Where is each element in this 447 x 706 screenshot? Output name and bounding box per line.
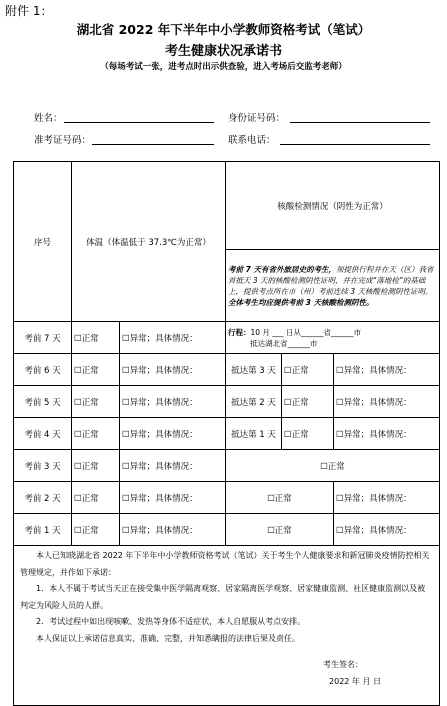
nat-normal-checkbox[interactable]: ☐正常 [282, 418, 334, 450]
name-label: 姓名： [34, 113, 63, 124]
day-label: 考前 2 天 [14, 482, 72, 514]
declaration-item-1: 1．本人不属于考试当天正在接受集中医学隔离观察、居家隔离医学观察、居家健康监测、社区健康监测以及被判定为风险人员的人群。 [20, 584, 426, 610]
day-label: 考前 7 天 [14, 322, 72, 354]
nat-normal-checkbox[interactable]: ☐正常 [226, 482, 334, 514]
nat-abnormal-checkbox[interactable]: ☐异常；具体情况： [334, 418, 440, 450]
declaration [14, 546, 440, 706]
health-table [13, 161, 440, 706]
table-row [14, 322, 440, 354]
nat-normal-checkbox[interactable]: ☐正常 [282, 354, 334, 386]
temp-normal-checkbox[interactable]: ☐正常 [72, 514, 120, 546]
arrival-day-label: 抵达第 1 天 [226, 418, 282, 450]
nat-normal-checkbox[interactable]: ☐正常 [226, 514, 334, 546]
temp-normal-checkbox[interactable]: ☐正常 [72, 322, 120, 354]
day-label: 考前 1 天 [14, 514, 72, 546]
temp-abnormal-checkbox[interactable]: ☐异常；具体情况： [120, 418, 226, 450]
temp-normal-checkbox[interactable]: ☐正常 [72, 418, 120, 450]
id-label: 身份证号码： [228, 113, 286, 124]
header-seq: 序号 [14, 162, 72, 322]
arrival-day-label: 抵达第 2 天 [226, 386, 282, 418]
day-label: 考前 6 天 [14, 354, 72, 386]
temp-abnormal-checkbox[interactable]: ☐异常；具体情况： [120, 386, 226, 418]
temp-abnormal-checkbox[interactable]: ☐异常；具体情况： [120, 322, 226, 354]
declaration-item-2: 2．考试过程中如出现咳嗽、发热等身体不适症状，本人自愿服从考点安排。 [36, 617, 306, 626]
temp-normal-checkbox[interactable]: ☐正常 [72, 482, 120, 514]
day-label: 考前 4 天 [14, 418, 72, 450]
temp-normal-checkbox[interactable]: ☐正常 [72, 354, 120, 386]
nat-normal-checkbox[interactable]: ☐正常 [282, 386, 334, 418]
temp-normal-checkbox[interactable]: ☐正常 [72, 386, 120, 418]
header-nat: 核酸检测情况（阴性为正常） [226, 162, 440, 250]
declaration-intro: 本人已知晓湖北省 2022 年下半年中小学教师资格考试（笔试）关于考生个人健康要求和新冠肺炎疫情防控相关管理规定，并作如下承诺： [20, 551, 430, 577]
page-subtitle: 考生健康状况承诺书 [164, 44, 282, 59]
temp-normal-checkbox[interactable]: ☐正常 [72, 450, 120, 482]
nat-abnormal-checkbox[interactable]: ☐异常；具体情况： [334, 386, 440, 418]
page-title: 湖北省 2022 年下半年中小学教师资格考试（笔试） [76, 22, 371, 37]
temp-abnormal-checkbox[interactable]: ☐异常；具体情况： [120, 514, 226, 546]
usage-note: （每场考试一张，进考点时出示供查验，进入考场后交监考老师） [100, 62, 347, 72]
id-field[interactable] [290, 122, 430, 123]
signature-label[interactable]: 考生签名： [323, 660, 364, 669]
ticket-field[interactable] [92, 144, 214, 145]
nat-abnormal-checkbox[interactable]: ☐异常；具体情况： [334, 482, 440, 514]
ticket-label: 准考证号码： [34, 135, 92, 146]
nat-abnormal-checkbox[interactable]: ☐异常；具体情况： [334, 514, 440, 546]
attachment-label: 附件 1： [5, 4, 53, 18]
nat-normal-checkbox[interactable]: ☐正常 [226, 450, 440, 482]
temp-abnormal-checkbox[interactable]: ☐异常；具体情况： [120, 482, 226, 514]
name-field[interactable] [64, 122, 214, 123]
day-label: 考前 5 天 [14, 386, 72, 418]
trip-info[interactable]: 行程：10 月 ___ 日从______省______市 抵达湖北省______市 [226, 322, 440, 354]
table-row [14, 450, 440, 482]
phone-field[interactable] [280, 144, 430, 145]
day-label: 考前 3 天 [14, 450, 72, 482]
nat-instruction: 考前 7 天有省外旅居史的考生，须提供行程并在天（区）我省首抵天 3 天的核酸检测阴性证明，并在完成“落地检”的基础上，提供考点所在市（州）考前连续 3 天核酸检测阴性证明。全体考生均应提供考前 3 天核酸检测阴性。 [226, 250, 440, 322]
table-row [14, 386, 440, 418]
arrival-day-label: 抵达第 3 天 [226, 354, 282, 386]
nat-abnormal-checkbox[interactable]: ☐异常；具体情况： [334, 354, 440, 386]
table-row [14, 418, 440, 450]
temp-abnormal-checkbox[interactable]: ☐异常；具体情况： [120, 450, 226, 482]
sign-date: 2022 年 月 日 [329, 676, 382, 686]
phone-label: 联系电话： [228, 135, 276, 146]
temp-abnormal-checkbox[interactable]: ☐异常；具体情况： [120, 354, 226, 386]
header-temperature: 体温（体温低于 37.3℃为正常） [72, 162, 226, 322]
table-row [14, 514, 440, 546]
declaration-guarantee: 本人保证以上承诺信息真实、准确、完整，并知悉瞒报的法律后果及责任。 [36, 633, 300, 643]
table-row [14, 482, 440, 514]
table-row [14, 354, 440, 386]
